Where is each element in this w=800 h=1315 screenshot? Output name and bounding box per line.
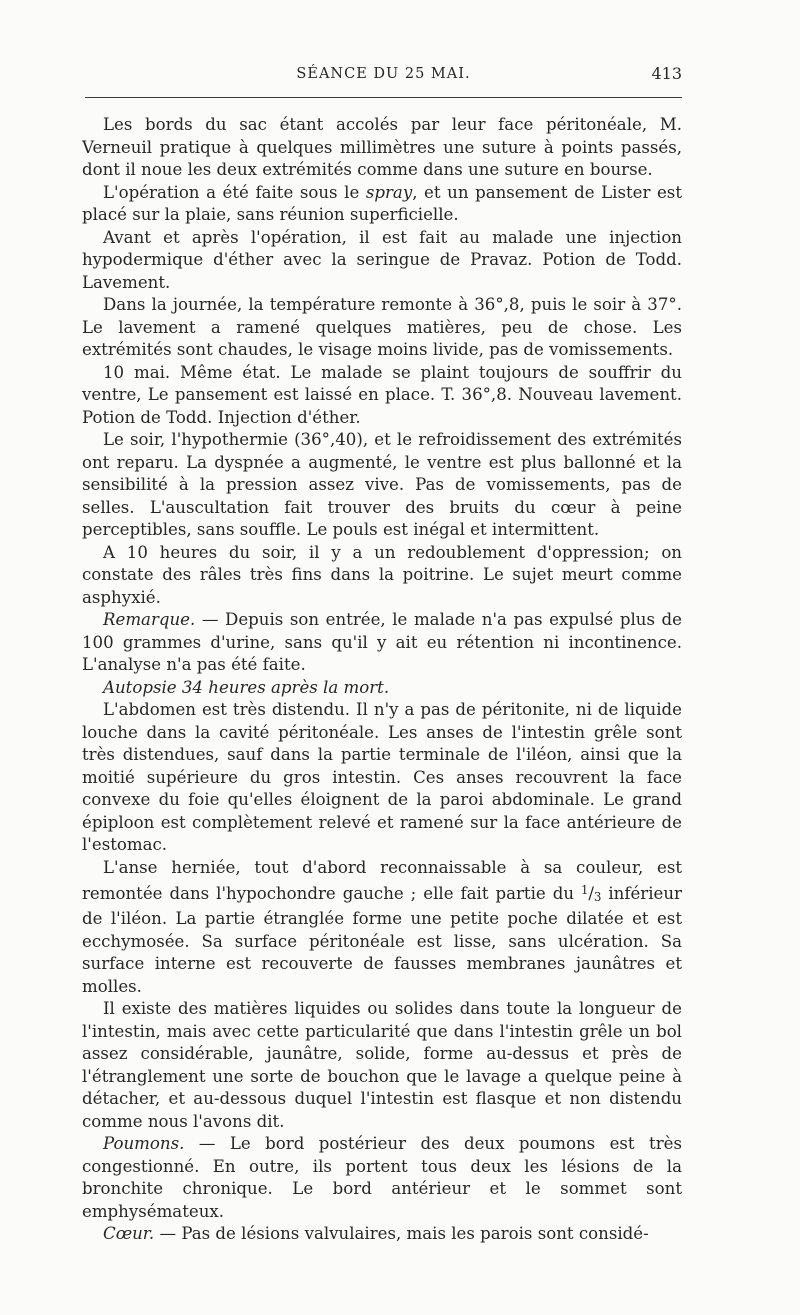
paragraph: L'anse herniée, tout d'abord reconnaissable à sa couleur, est remontée dans l'hypochondre gauche ; elle fait partie du $^1$/3 inférieur de l'iléon. La partie étranglée forme une petite poche dilatée et est ecchymosée. Sa surface péritonéale est lisse, sans ulcération. Sa surface interne est recouverte de fausses membranes jaunâtres et molles. [82,857,682,996]
paragraph-poumons: Poumons. — Le bord postérieur des deux poumons est très congestionné. En outre, ils portent tous deux les lésions de la bronchite chronique. Le bord antérieur et le sommet sont emphysémateux. [82,1134,682,1221]
paragraph-coeur: Cœur. — Pas de lésions valvulaires, mais les parois sont considé- [103,1224,649,1244]
paragraph-autopsie-heading: Autopsie 34 heures après la mort. [103,677,390,697]
page-header [85,64,682,92]
page-number: 413 [651,64,682,83]
fraction-numerator: 1 [581,883,589,897]
paragraph: L'abdomen est très distendu. Il n'y a pas de péritonite, ni de liquide louche dans la cavité péritonéale. Les anses de l'intestin grêle sont très distendues, sauf dans la partie terminale de l'iléon, ainsi que la moitié supérieure du gros intestin. Ces anses recouvrent la face convexe du foie qu'elles éloignent de la paroi abdominale. Le grand épiploon est complètement relevé et ramené sur la face antérieure de l'estomac. [82,700,682,854]
paragraph: L'opération a été faite sous le spray, et un pansement de Lister est placé sur la plaie, sans réunion superficielle. [82,182,682,224]
paragraph: 10 mai. Même état. Le malade se plaint toujours de souffrir du ventre, Le pansement est laissé en place. T. 36°,8. Nouveau lavement. Potion de Todd. Injection d'éther. [82,362,682,427]
header-rule [85,97,682,98]
body-text [82,114,682,1246]
running-title: SÉANCE DU 25 MAI. [296,66,471,82]
paragraph: Il existe des matières liquides ou solides dans toute la longueur de l'intestin, mais avec cette particularité que dans l'intestin grêle un bol assez considérable, jaunâtre, solide, forme au-dessus et près de l'étranglement une sorte de bouchon que le lavage a quelque peine à détacher, et au-dessous duquel l'intestin est flasque et non distendu comme nous l'avons dit. [82,999,682,1131]
paragraph: Les bords du sac étant accolés par leur face péritonéale, M. Verneuil pratique à quelques millimètres une suture à points passés, dont il noue les deux extrémités comme dans une suture en bourse. [82,115,682,179]
fraction-denominator: 3 [593,889,602,904]
paragraph: Le soir, l'hypothermie (36°,40), et le refroidissement des extrémités ont reparu. La dyspnée a augmenté, le ventre est plus ballonné et la sensibilité à la pression assez vive. Pas de vomissements, pas de selles. L'auscultation fait trouver des bruits du cœur à peine perceptibles, sans souffle. Le pouls est inégal et intermittent. [82,430,682,539]
paragraph: A 10 heures du soir, il y a un redoublement d'oppression; on constate des râles très fins dans la poitrine. Le sujet meurt comme asphyxié. [82,542,682,607]
paragraph: Dans la journée, la température remonte à 36°,8, puis le soir à 37°. Le lavement a ramené quelques matières, peu de chose. Les extrémités sont chaudes, le visage moins livide, pas de vomissements. [82,295,682,359]
paragraph: Avant et après l'opération, il est fait au malade une injection hypodermique d'éther avec la seringue de Pravaz. Potion de Todd. Lavement. [82,227,682,292]
paragraph-remarque: Remarque. — Depuis son entrée, le malade n'a pas expulsé plus de 100 grammes d'urine, sans qu'il y ait eu rétention ni incontinence. L'analyse n'a pas été faite. [82,610,682,674]
